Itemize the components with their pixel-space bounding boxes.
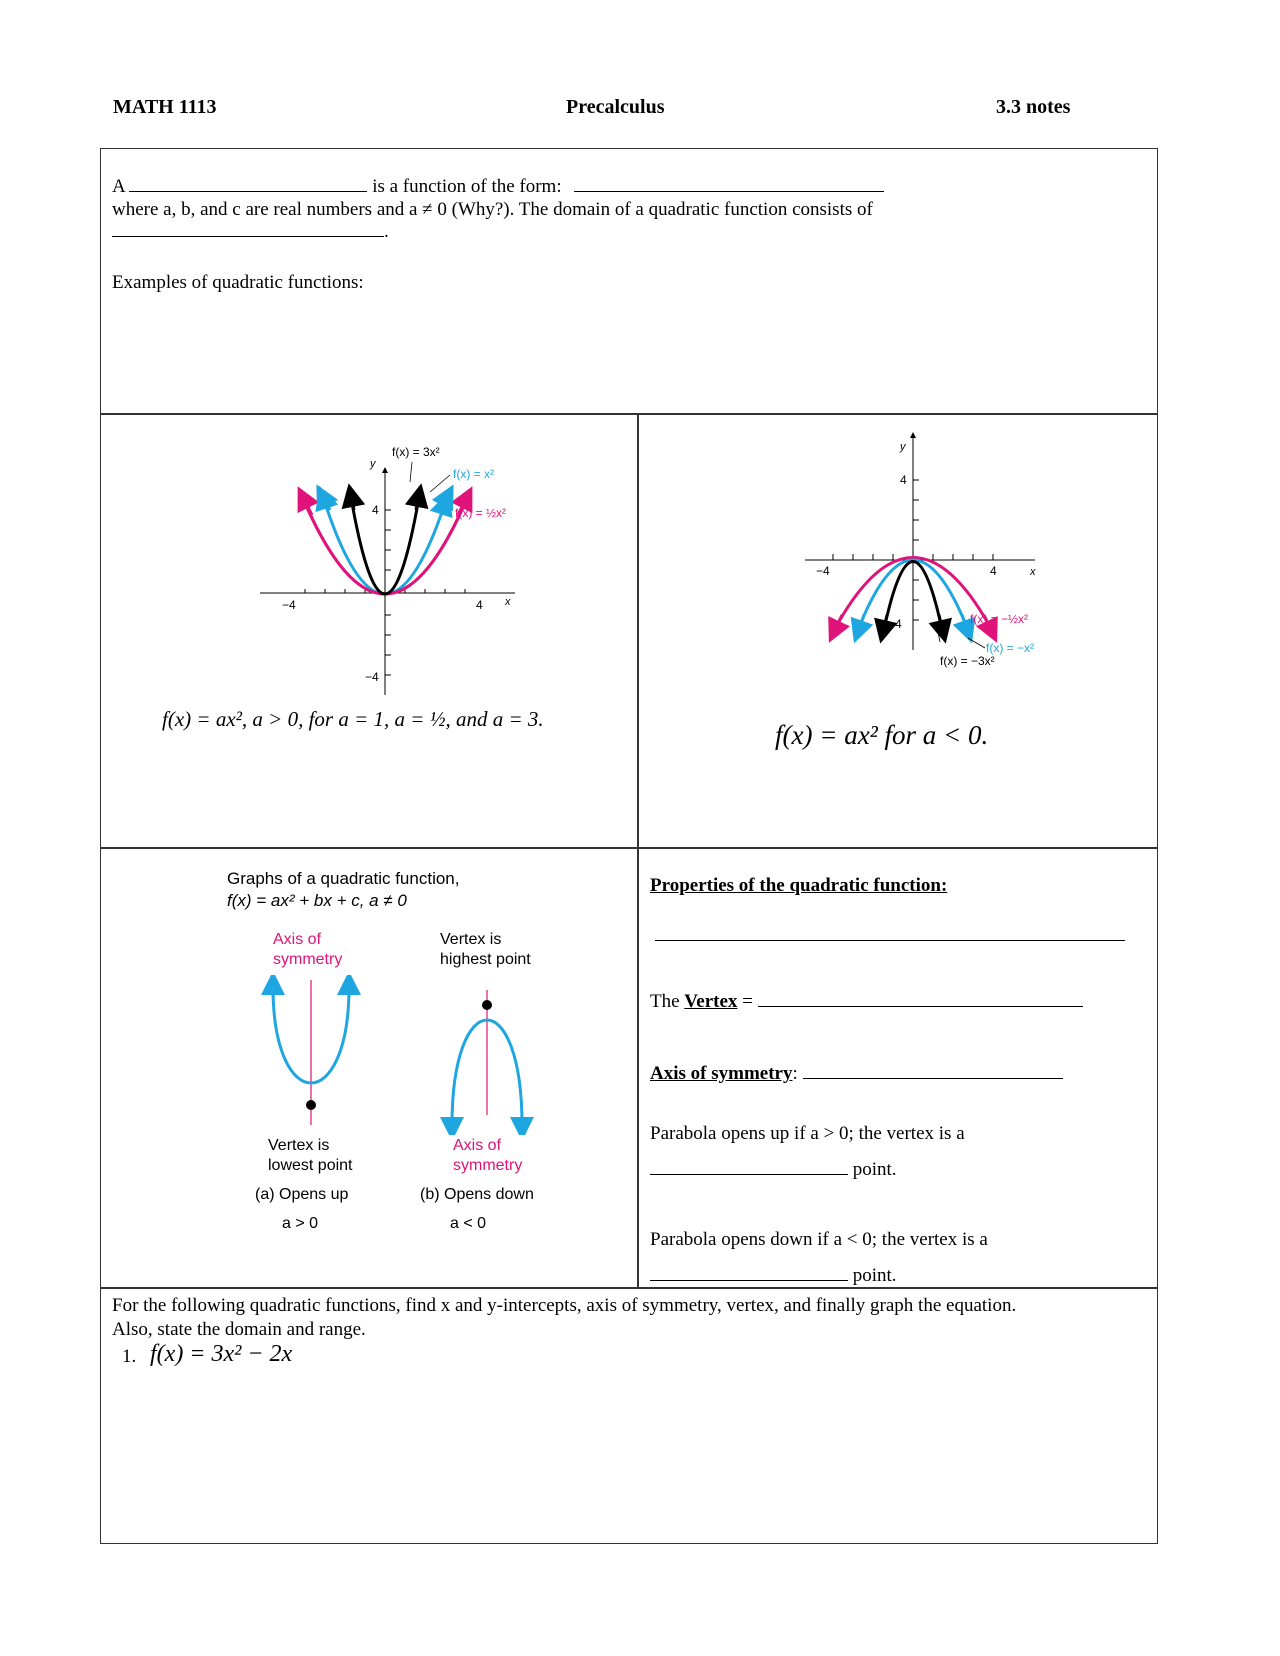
condition-up: a > 0 bbox=[282, 1215, 319, 1232]
blank-domain[interactable] bbox=[112, 220, 384, 237]
definition-line-1 bbox=[112, 175, 884, 199]
exercise-number: 1. bbox=[122, 1346, 137, 1367]
axis-colon: : bbox=[792, 1063, 798, 1084]
axis-row bbox=[650, 1062, 1063, 1086]
opens-up-text: Parabola opens up if a > 0; the vertex is a bbox=[650, 1123, 965, 1144]
tick-x-neg4: −4 bbox=[816, 564, 830, 578]
caption-right: f(x) = ax² for a < 0. bbox=[775, 720, 989, 750]
graph-downward-parabolas bbox=[790, 420, 1080, 690]
y-axis-label: y bbox=[370, 458, 376, 470]
vertex-prefix: The bbox=[650, 991, 680, 1012]
vertex-row bbox=[650, 990, 1083, 1014]
diagram-opens-up-down bbox=[255, 975, 555, 1135]
vertex-dot-high bbox=[482, 1000, 492, 1010]
graph-upward-parabolas bbox=[250, 440, 540, 710]
label-neg-half: f(x) = −½x² bbox=[970, 612, 1029, 626]
course-code: MATH 1113 bbox=[113, 96, 217, 118]
blank-property-line[interactable] bbox=[655, 940, 1125, 941]
opens-up-answer-row bbox=[650, 1158, 897, 1182]
point-word-1: point. bbox=[852, 1159, 897, 1180]
opens-down-label: (b) Opens down bbox=[420, 1186, 534, 1203]
subject-title: Precalculus bbox=[566, 96, 665, 118]
tick-x-neg4: −4 bbox=[282, 598, 296, 612]
axis-symmetry-label-a: Axis of symmetry bbox=[273, 931, 343, 968]
definition-end-dot: . bbox=[384, 221, 389, 242]
tick-x-4: 4 bbox=[476, 598, 483, 612]
axis-label: Axis of symmetry bbox=[650, 1063, 793, 1084]
label-x-squared: f(x) = x² bbox=[453, 467, 494, 481]
tick-y-neg4: −4 bbox=[888, 617, 902, 631]
blank-term[interactable] bbox=[129, 175, 367, 192]
label-3x-squared: f(x) = 3x² bbox=[392, 445, 440, 459]
vertex-word: Vertex bbox=[684, 991, 738, 1012]
blank-min-max-2[interactable] bbox=[650, 1264, 848, 1281]
tick-y-4: 4 bbox=[900, 473, 907, 487]
tick-y-4: 4 bbox=[372, 503, 379, 517]
definition-a: A bbox=[112, 176, 125, 197]
definition-mid: is a function of the form: bbox=[372, 176, 562, 197]
blank-axis[interactable] bbox=[803, 1062, 1063, 1079]
exercise-instructions-1: For the following quadratic functions, find x and y-intercepts, axis of symmetry, vertex, and finally graph the equation. bbox=[112, 1295, 1017, 1316]
opens-down-text: Parabola opens down if a < 0; the vertex is a bbox=[650, 1229, 988, 1250]
tick-y-neg4: −4 bbox=[365, 670, 379, 684]
x-axis-label: x bbox=[1030, 566, 1036, 578]
label-neg-3x-squared: f(x) = −3x² bbox=[940, 654, 995, 668]
general-title-line2: f(x) = ax² + bx + c, a ≠ 0 bbox=[227, 891, 407, 910]
blank-vertex[interactable] bbox=[758, 990, 1083, 1007]
vertex-dot-low bbox=[306, 1100, 316, 1110]
x-axis-label: x bbox=[505, 596, 511, 608]
properties-title: Properties of the quadratic function: bbox=[650, 875, 948, 896]
vertex-highest-label: Vertex is highest point bbox=[440, 931, 531, 968]
label-neg-x-squared: f(x) = −x² bbox=[986, 641, 1035, 655]
label-half-x-squared: f(x) = ½x² bbox=[455, 506, 507, 520]
tick-x-4: 4 bbox=[990, 564, 997, 578]
y-axis-label: y bbox=[900, 441, 906, 453]
condition-down: a < 0 bbox=[450, 1215, 487, 1232]
exercise-problem: f(x) = 3x² − 2x bbox=[150, 1341, 293, 1367]
blank-min-max-1[interactable] bbox=[650, 1158, 848, 1175]
opens-down-answer-row bbox=[650, 1264, 897, 1288]
caption-left: f(x) = ax², a > 0, for a = 1, a = ½, and a = 3. bbox=[162, 707, 544, 731]
exercise-instructions-2: Also, state the domain and range. bbox=[112, 1319, 366, 1340]
point-word-2: point. bbox=[852, 1265, 897, 1286]
definition-line-3 bbox=[112, 220, 389, 244]
opens-up-label: (a) Opens up bbox=[255, 1186, 349, 1203]
vertex-lowest-label: Vertex is lowest point bbox=[268, 1137, 353, 1174]
vertex-equals: = bbox=[742, 991, 753, 1012]
section-label: 3.3 notes bbox=[996, 96, 1071, 118]
general-title bbox=[227, 868, 459, 912]
examples-label: Examples of quadratic functions: bbox=[112, 272, 364, 293]
axis-symmetry-label-b: Axis of symmetry bbox=[453, 1137, 523, 1174]
definition-line-2: where a, b, and c are real numbers and a ≠ 0 (Why?). The domain of a quadratic function consists of bbox=[112, 199, 873, 220]
blank-form[interactable] bbox=[574, 175, 884, 192]
general-title-line1: Graphs of a quadratic function, bbox=[227, 869, 460, 888]
